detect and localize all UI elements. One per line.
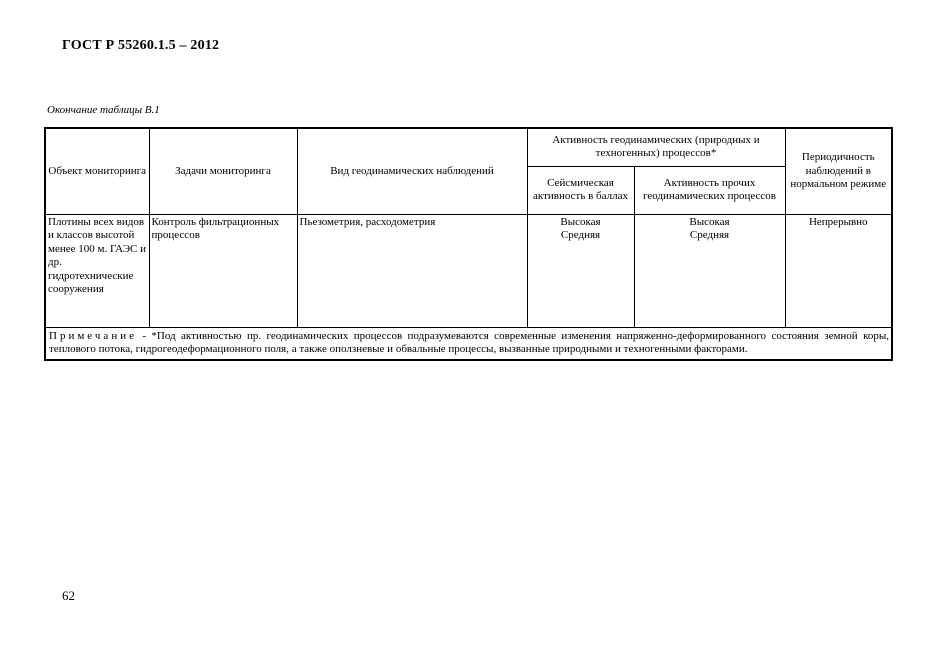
table-note xyxy=(45,327,892,360)
cell-object: Плотины всех видов и классов высотой менее 100 м. ГАЭС и др. гидротехнические сооружения xyxy=(45,214,149,327)
monitoring-table xyxy=(44,127,893,361)
document-standard-header: ГОСТ Р 55260.1.5 – 2012 xyxy=(62,38,220,53)
seismic-high-value: Высокая xyxy=(560,215,601,228)
other-high-value: Высокая xyxy=(689,215,730,228)
header-tasks: Задачи мониторинга xyxy=(149,128,297,214)
seismic-medium-value: Средняя xyxy=(560,229,601,241)
cell-periodicity: Непрерывно xyxy=(785,214,892,327)
header-observation-type: Вид геодинамических наблюдений xyxy=(297,128,527,214)
table-row xyxy=(45,214,892,327)
note-text: - *Под активностью пр. геодинамических процессов подразумеваются современные изменения напряженно-деформированного состояния земной коры, теплового потока, гидрогеодеформационного поля, а также оползневые и обвальные процессы, вызванные природными и техногенными факторами. xyxy=(49,329,890,355)
cell-other-activity xyxy=(634,214,785,327)
cell-seismic xyxy=(527,214,634,327)
header-other-activity: Активность прочих геодинамических процессов xyxy=(634,166,785,214)
header-seismic: Сейсмическая активность в баллах xyxy=(527,166,634,214)
cell-observation-type: Пьезометрия, расходометрия xyxy=(297,214,527,327)
note-label: Примечание xyxy=(49,329,137,342)
table-header-row-1 xyxy=(45,128,892,166)
other-medium-value: Средняя xyxy=(689,229,730,241)
header-object: Объект мониторинга xyxy=(45,128,149,214)
header-periodicity: Периодичность наблюдений в нормальном режиме xyxy=(785,128,892,214)
note-row xyxy=(45,327,892,360)
header-activity-group: Активность геодинамических (природных и техногенных) процессов* xyxy=(527,128,785,166)
cell-tasks: Контроль фильтрационных процессов xyxy=(149,214,297,327)
page-number: 62 xyxy=(62,588,75,603)
table-caption: Окончание таблицы В.1 xyxy=(47,104,160,116)
